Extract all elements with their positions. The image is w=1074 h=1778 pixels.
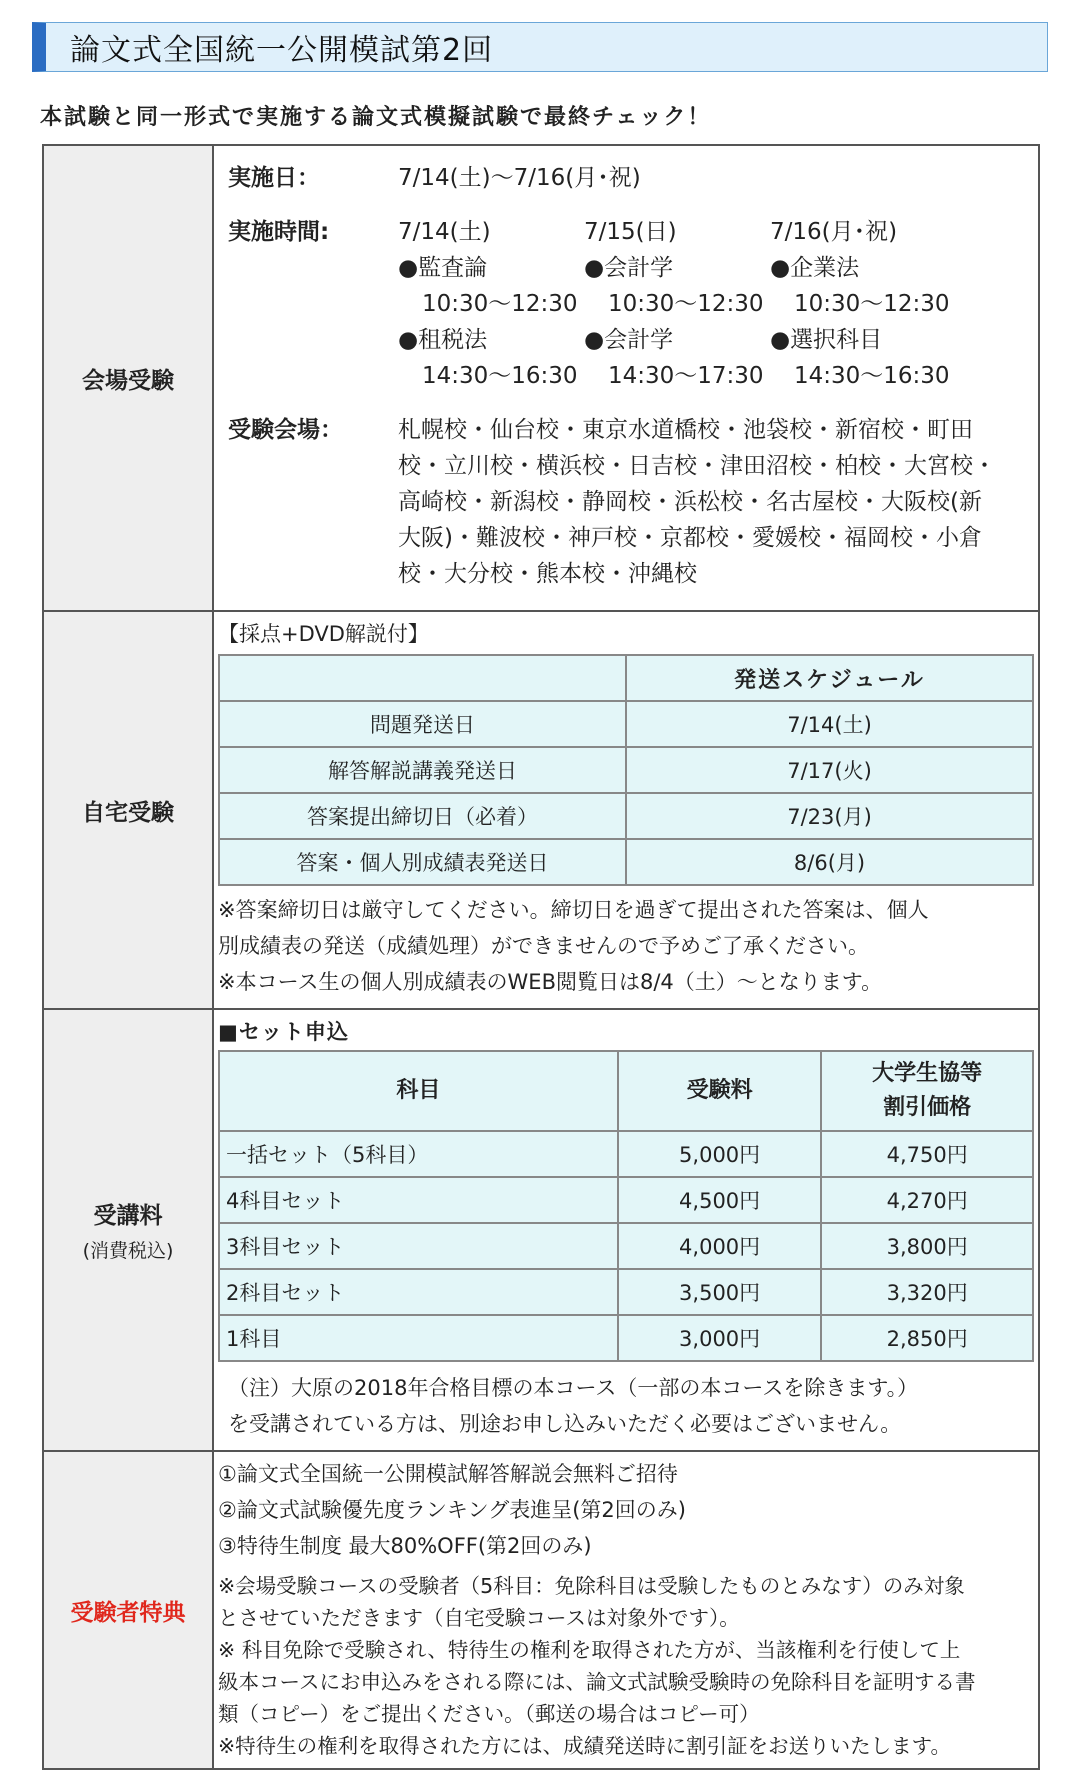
fee-discount: 4,270円 xyxy=(821,1177,1033,1223)
schedule-cell: 10:30〜12:30 xyxy=(608,291,764,317)
shipping-schedule-table xyxy=(218,654,1034,886)
table-row xyxy=(219,1223,1033,1269)
table-row xyxy=(219,747,1033,793)
shipping-schedule-header: 発送スケジュール xyxy=(626,655,1033,701)
ship-date: 7/23(月) xyxy=(626,793,1033,839)
schedule-cell: ●会計学 xyxy=(584,255,674,281)
benefit-list xyxy=(218,1456,1034,1564)
site-line: 校・大分校・熊本校・沖縄校 xyxy=(398,561,697,587)
table-header-row xyxy=(219,1051,1033,1131)
schedule-row xyxy=(398,250,1026,286)
home-bracket-label: 【採点+DVD解説付】 xyxy=(218,622,429,646)
benefit-item: ②論文式試験優先度ランキング表進呈(第2回のみ) xyxy=(218,1498,686,1522)
note-line: ※特待生の権利を取得された方には、成績発送時に割引証をお送りいたします。 xyxy=(218,1734,952,1758)
fee-discount: 2,850円 xyxy=(821,1315,1033,1361)
date-row xyxy=(228,160,1026,196)
table-row xyxy=(219,1177,1033,1223)
home-row xyxy=(43,611,1039,1009)
col-discount-line1: 大学生協等 xyxy=(872,1061,983,1086)
fee-name: 4科目セット xyxy=(219,1177,618,1223)
table-row xyxy=(219,1131,1033,1177)
schedule-cell: 7/15(日) xyxy=(584,219,677,245)
fee-name: 3科目セット xyxy=(219,1223,618,1269)
site-line: 札幌校・仙台校・東京水道橋校・池袋校・新宿校・町田 xyxy=(398,417,973,443)
fee-table xyxy=(218,1050,1034,1362)
schedule-row xyxy=(398,214,1026,250)
site-row xyxy=(228,412,1026,592)
site-list xyxy=(398,412,1026,592)
home-header: 自宅受験 xyxy=(43,611,213,1009)
note-line: ※会場受験コースの受験者（5科目：免除科目は受験したものとみなす）のみ対象 xyxy=(218,1574,965,1598)
schedule-cell: ●企業法 xyxy=(770,255,860,281)
fee-discount: 4,750円 xyxy=(821,1131,1033,1177)
home-notes xyxy=(218,892,1034,1000)
fee-discount: 3,320円 xyxy=(821,1269,1033,1315)
note-line: 別成績表の発送（成績処理）ができませんので予めご了承ください。 xyxy=(218,934,869,958)
fee-price: 5,000円 xyxy=(618,1131,822,1177)
benefit-notes xyxy=(218,1570,1034,1762)
site-line: 大阪)・難波校・神戸校・京都校・愛媛校・福岡校・小倉 xyxy=(398,525,982,551)
fee-header xyxy=(43,1009,213,1451)
note-line: ※答案締切日は厳守してください。締切日を過ぎて提出された答案は、個人 xyxy=(218,898,929,922)
time-label: 実施時間: xyxy=(228,219,330,245)
col-price: 受験料 xyxy=(618,1051,822,1131)
col-discount-line2: 割引価格 xyxy=(883,1095,972,1120)
schedule-cell: ●監査論 xyxy=(398,255,488,281)
date-value: 7/14(土)〜7/16(月･祝) xyxy=(398,165,641,191)
col-subject: 科目 xyxy=(219,1051,618,1131)
schedule-row xyxy=(398,358,1026,394)
table-cell xyxy=(219,655,626,701)
schedule-cell: 14:30〜16:30 xyxy=(794,363,950,389)
table-row xyxy=(219,701,1033,747)
venue-row xyxy=(43,145,1039,611)
benefit-row xyxy=(43,1451,1039,1769)
site-line: 校・立川校・横浜校・日吉校・津田沼校・柏校・大宮校・ xyxy=(398,453,996,479)
schedule-cell: 14:30〜17:30 xyxy=(608,363,764,389)
lead-text: 本試験と同一形式で実施する論文式模擬試験で最終チェック！ xyxy=(40,105,712,130)
time-row xyxy=(228,214,1026,394)
venue-header: 会場受験 xyxy=(43,145,213,611)
benefit-cell xyxy=(213,1451,1039,1769)
note-line: ※ 科目免除で受験され、特待生の権利を取得された方が、当該権利を行使して上 xyxy=(218,1638,961,1662)
note-line: ※本コース生の個人別成績表のWEB閲覧日は8/4（土）〜となります。 xyxy=(218,970,883,994)
site-line: 高崎校・新潟校・静岡校・浜松校・名古屋校・大阪校(新 xyxy=(398,489,982,515)
page-title-bar xyxy=(32,22,1048,72)
ship-item: 問題発送日 xyxy=(219,701,626,747)
fee-price: 3,500円 xyxy=(618,1269,822,1315)
site-label: 受験会場： xyxy=(228,417,343,443)
schedule-cell: 7/14(土) xyxy=(398,219,491,245)
table-row xyxy=(219,793,1033,839)
table-row xyxy=(219,1315,1033,1361)
schedule-cell: 7/16(月･祝) xyxy=(770,219,898,245)
fee-price: 4,000円 xyxy=(618,1223,822,1269)
benefit-item: ③特待生制度 最大80%OFF(第2回のみ) xyxy=(218,1534,592,1558)
fee-name: 2科目セット xyxy=(219,1269,618,1315)
date-label: 実施日： xyxy=(228,165,320,191)
note-line: とさせていただきます（自宅受験コースは対象外です）。 xyxy=(218,1606,740,1630)
schedule-cell: ●選択科目 xyxy=(770,327,883,353)
ship-date: 8/6(月) xyxy=(626,839,1033,885)
schedule-grid xyxy=(398,214,1026,394)
fee-notes xyxy=(218,1370,1034,1442)
home-cell xyxy=(213,611,1039,1009)
table-row xyxy=(219,655,1033,701)
fee-name: 1科目 xyxy=(219,1315,618,1361)
schedule-cell: ●租税法 xyxy=(398,327,488,353)
venue-cell xyxy=(213,145,1039,611)
benefit-header: 受験者特典 xyxy=(43,1451,213,1769)
page-title: 論文式全国統一公開模試第2回 xyxy=(70,33,494,68)
table-row xyxy=(219,839,1033,885)
note-line: （注）大原の2018年合格目標の本コース（一部の本コースを除きます。） xyxy=(228,1376,919,1400)
table-row xyxy=(219,1269,1033,1315)
ship-item: 答案・個人別成績表発送日 xyxy=(219,839,626,885)
schedule-row xyxy=(398,286,1026,322)
fee-price: 4,500円 xyxy=(618,1177,822,1223)
note-line: を受講されている方は、別途お申し込みいただく必要はございません。 xyxy=(228,1412,902,1436)
fee-discount: 3,800円 xyxy=(821,1223,1033,1269)
schedule-cell: 14:30〜16:30 xyxy=(422,363,578,389)
set-application-heading: ■セット申込 xyxy=(218,1020,349,1044)
ship-date: 7/14(土) xyxy=(626,701,1033,747)
fee-row xyxy=(43,1009,1039,1451)
fee-price: 3,000円 xyxy=(618,1315,822,1361)
schedule-cell: 10:30〜12:30 xyxy=(422,291,578,317)
fee-header-label: 受講料 xyxy=(93,1203,163,1229)
schedule-cell: 10:30〜12:30 xyxy=(794,291,950,317)
fee-name: 一括セット（5科目） xyxy=(219,1131,618,1177)
exam-info-table xyxy=(42,144,1040,1770)
benefit-item: ①論文式全国統一公開模試解答解説会無料ご招待 xyxy=(218,1462,678,1486)
schedule-cell: ●会計学 xyxy=(584,327,674,353)
note-line: 級本コースにお申込みをされる際には、論文式試験受験時の免除科目を証明する書 xyxy=(218,1670,976,1694)
ship-date: 7/17(火) xyxy=(626,747,1033,793)
ship-item: 答案提出締切日（必着） xyxy=(219,793,626,839)
ship-item: 解答解説講義発送日 xyxy=(219,747,626,793)
note-line: 類（コピー）をご提出ください。（郵送の場合はコピー可） xyxy=(218,1702,760,1726)
fee-cell xyxy=(213,1009,1039,1451)
col-discount xyxy=(821,1051,1033,1131)
fee-header-sub: (消費税込) xyxy=(82,1240,174,1262)
schedule-row xyxy=(398,322,1026,358)
